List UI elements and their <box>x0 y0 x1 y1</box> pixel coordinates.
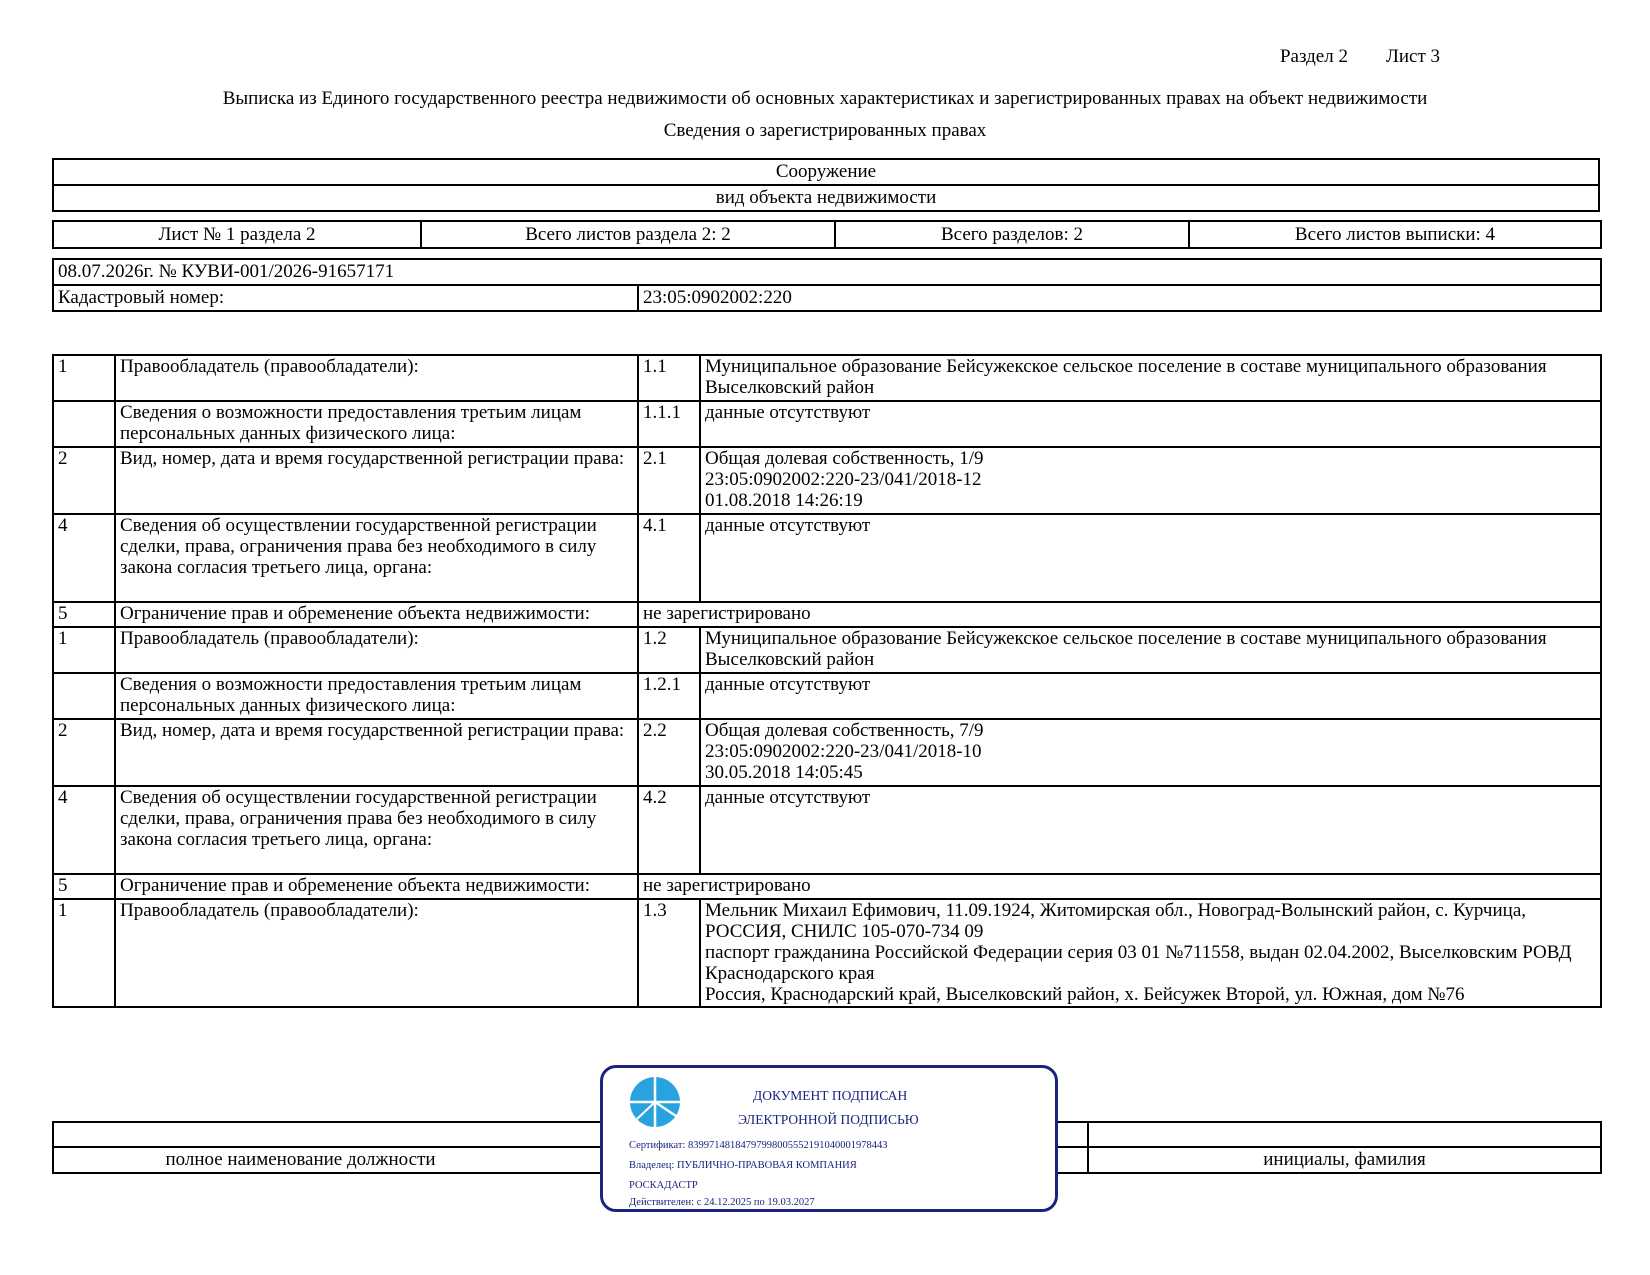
row-sub-number: 1.1 <box>638 355 700 401</box>
object-type-value: Сооружение <box>53 159 1599 185</box>
row-value: Общая долевая собственность, 7/9 23:05:0902002:220-23/041/2018-10 30.05.2018 14:05:45 <box>700 719 1601 786</box>
row-sub-number: 1.1.1 <box>638 401 700 447</box>
sheets-info-table <box>52 220 1602 249</box>
roskadastr-logo-icon <box>629 1076 681 1128</box>
row-number: 4 <box>53 514 115 602</box>
row-label: Сведения об осуществлении государственной регистрации сделки, права, ограничения права без необходимого в силу закона согласия третьего лица, органа: <box>115 514 638 602</box>
row-label: Правообладатель (правообладатели): <box>115 355 638 401</box>
row-number: 1 <box>53 899 115 1007</box>
rights-row <box>53 447 1601 514</box>
row-sub-number: 2.1 <box>638 447 700 514</box>
rights-row <box>53 899 1601 1007</box>
rights-table <box>52 354 1602 1008</box>
cadastral-number-label: Кадастровый номер: <box>53 285 638 311</box>
row-number <box>53 673 115 719</box>
object-type-label: вид объекта недвижимости <box>53 185 1599 211</box>
row-value: данные отсутствуют <box>700 786 1601 874</box>
page-header <box>1280 46 1440 68</box>
row-number: 5 <box>53 874 115 899</box>
position-caption: полное наименование должности <box>53 1147 1088 1173</box>
signature-name-field <box>1088 1122 1601 1147</box>
rights-row <box>53 627 1601 673</box>
stamp-owner-line2: РОСКАДАСТР <box>629 1180 698 1191</box>
row-label: Вид, номер, дата и время государственной регистрации права: <box>115 447 638 514</box>
row-sub-number: 4.2 <box>638 786 700 874</box>
row-label: Правообладатель (правообладатели): <box>115 899 638 1007</box>
document-title: Выписка из Единого государственного реестра недвижимости об основных характеристиках и зарегистрированных правах на объект недвижимости <box>222 88 1428 109</box>
rights-table-body <box>53 355 1601 1007</box>
rights-row <box>53 786 1601 874</box>
row-sub-number: 4.1 <box>638 514 700 602</box>
row-value: не зарегистрировано <box>638 874 1601 899</box>
sheet-number: Лист 3 <box>1385 46 1440 67</box>
rights-row <box>53 514 1601 602</box>
row-value: Общая долевая собственность, 1/9 23:05:0902002:220-23/041/2018-12 01.08.2018 14:26:19 <box>700 447 1601 514</box>
rights-row <box>53 602 1601 627</box>
row-sub-number: 1.2.1 <box>638 673 700 719</box>
rights-row <box>53 719 1601 786</box>
row-value: данные отсутствуют <box>700 514 1601 602</box>
row-number: 4 <box>53 786 115 874</box>
rights-row <box>53 401 1601 447</box>
row-number: 1 <box>53 355 115 401</box>
name-caption: инициалы, фамилия <box>1088 1147 1601 1173</box>
stamp-title-line2: ЭЛЕКТРОННОЙ ПОДПИСЬЮ <box>738 1112 919 1127</box>
row-number <box>53 401 115 447</box>
stamp-validity: Действителен: с 24.12.2025 по 19.03.2027 <box>629 1197 815 1208</box>
row-value: данные отсутствуют <box>700 673 1601 719</box>
row-value: Мельник Михаил Ефимович, 11.09.1924, Житомирская обл., Новоград-Волынский район, с. Курчица, РОССИЯ, СНИЛС 105-070-734 09 паспорт гражданина Российской Федерации серия 03 01 №711558, выдан 02.04.2002, Выселковским РОВД Краснодарского края Россия, Краснодарский край, Выселковский район, х. Бейсужек Второй, ул. Южная, дом №76 <box>700 899 1601 1007</box>
document-subtitle: Сведения о зарегистрированных правах <box>663 120 987 141</box>
rights-row <box>53 874 1601 899</box>
rights-row <box>53 673 1601 719</box>
stamp-title-line1: ДОКУМЕНТ ПОДПИСАН <box>753 1088 908 1103</box>
row-number: 5 <box>53 602 115 627</box>
row-label: Вид, номер, дата и время государственной регистрации права: <box>115 719 638 786</box>
cadastral-number-value: 23:05:0902002:220 <box>638 285 1601 311</box>
total-extract-sheets: Всего листов выписки: 4 <box>1189 221 1601 248</box>
row-label: Сведения о возможности предоставления третьим лицам персональных данных физического лица: <box>115 401 638 447</box>
rights-row <box>53 355 1601 401</box>
stamp-owner-line1: Владелец: ПУБЛИЧНО-ПРАВОВАЯ КОМПАНИЯ <box>629 1160 857 1171</box>
extract-date-number: 08.07.2026г. № КУВИ-001/2026-91657171 <box>53 259 1601 285</box>
row-sub-number: 1.3 <box>638 899 700 1007</box>
total-sections: Всего разделов: 2 <box>835 221 1189 248</box>
row-value: Муниципальное образование Бейсужекское сельское поселение в составе муниципального образования Выселковский район <box>700 355 1601 401</box>
total-section-sheets: Всего листов раздела 2: 2 <box>421 221 835 248</box>
row-number: 2 <box>53 719 115 786</box>
electronic-signature-stamp <box>600 1065 1058 1212</box>
row-sub-number: 1.2 <box>638 627 700 673</box>
row-label: Сведения об осуществлении государственной регистрации сделки, права, ограничения права без необходимого в силу закона согласия третьего лица, органа: <box>115 786 638 874</box>
row-label: Ограничение прав и обременение объекта недвижимости: <box>115 874 638 899</box>
extract-info-table <box>52 258 1602 312</box>
stamp-certificate: Сертификат: 8399714818479799800555219104000197844З <box>629 1140 888 1151</box>
row-value: данные отсутствуют <box>700 401 1601 447</box>
section-number: Раздел 2 <box>1279 46 1348 67</box>
sheet-of-section: Лист № 1 раздела 2 <box>53 221 421 248</box>
row-value: не зарегистрировано <box>638 602 1601 627</box>
row-number: 2 <box>53 447 115 514</box>
row-label: Сведения о возможности предоставления третьим лицам персональных данных физического лица: <box>115 673 638 719</box>
row-label: Правообладатель (правообладатели): <box>115 627 638 673</box>
row-label: Ограничение прав и обременение объекта недвижимости: <box>115 602 638 627</box>
row-sub-number: 2.2 <box>638 719 700 786</box>
row-number: 1 <box>53 627 115 673</box>
row-value: Муниципальное образование Бейсужекское сельское поселение в составе муниципального образования Выселковский район <box>700 627 1601 673</box>
object-type-table <box>52 158 1600 212</box>
